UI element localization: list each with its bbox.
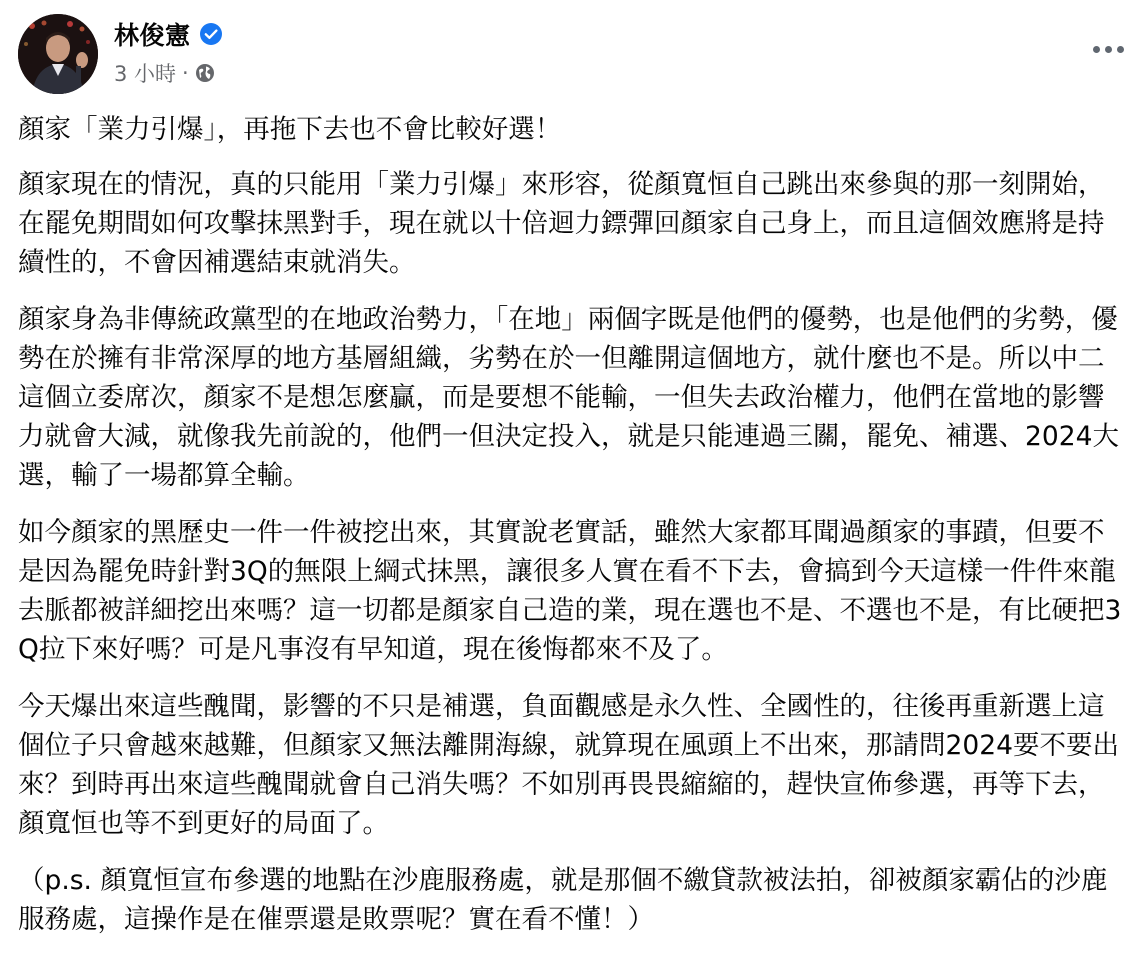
post-header	[18, 14, 1128, 94]
post-paragraph: 今天爆出來這些醜聞，影響的不只是補選，負面觀感是永久性、全國性的，往後再重新選上這個位子只會越來越難，但顏家又無法離開海線，就算現在風頭上不出來，那請問2024要不要出來？到時再出來這些醜聞就會自己消失嗎？不如別再畏畏縮縮的，趕快宣佈參選，再等下去，顏寬恒也等不到更好的局面了。	[18, 691, 1119, 839]
more-options-icon-dot	[1105, 46, 1112, 53]
post-meta	[114, 56, 223, 90]
post-paragraph-ps: （p.s. 顏寬恒宣布參選的地點在沙鹿服務處，就是那個不繳貸款被法拍，卻被顏家霸佔的沙鹿服務處，這操作是在催票還是敗票呢？實在看不懂！）	[18, 865, 1108, 935]
author-name[interactable]: 林俊憲	[114, 21, 191, 50]
more-options-icon	[1093, 46, 1100, 53]
avatar-image	[18, 14, 98, 94]
post-paragraph: 顏家身為非傳統政黨型的在地政治勢力，「在地」兩個字既是他們的優勢，也是他們的劣勢，優勢在於擁有非常深厚的地方基層組織，劣勢在於一但離開這個地方，就什麼也不是。所以中二這個立委席次，顏家不是想怎麼贏，而是要想不能輸，一但失去政治權力，他們在當地的影響力就會大減，就像我先前說的，他們一但決定投入，就是只能連過三關，罷免、補選、2024大選，輸了一場都算全輸。	[18, 304, 1119, 491]
author-avatar[interactable]	[18, 14, 98, 94]
post-paragraph: 如今顏家的黑歷史一件一件被挖出來，其實說老實話，雖然大家都耳聞過顏家的事蹟，但要不是因為罷免時針對3Q的無限上綱式抹黑，讓很多人實在看不下去，會搞到今天這樣一件件來龍去脈都被詳細挖出來嗎？這一切都是顏家自己造的業，現在選也不是、不選也不是，有比硬把3Q拉下來好嗎？可是凡事沒有早知道，現在後悔都來不及了。	[18, 517, 1122, 665]
author-block	[114, 16, 223, 90]
more-options-icon-dot	[1117, 46, 1124, 53]
post-content	[18, 110, 1128, 957]
post-paragraph-title: 顏家「業力引爆」，再拖下去也不會比較好選！	[18, 114, 562, 145]
post-timestamp[interactable]: 3 小時	[114, 62, 177, 86]
verified-badge-icon	[199, 22, 223, 46]
author-row	[114, 16, 223, 52]
globe-icon[interactable]	[195, 63, 215, 83]
more-options-button[interactable]	[1088, 34, 1128, 64]
meta-separator: ·	[182, 61, 189, 85]
post-paragraph: 顏家現在的情況，真的只能用「業力引爆」來形容，從顏寬恒自己跳出來參與的那一刻開始，在罷免期間如何攻擊抹黑對手，現在就以十倍迴力鏢彈回顏家自己身上，而且這個效應將是持續性的，不會因補選結束就消失。	[18, 169, 1105, 278]
